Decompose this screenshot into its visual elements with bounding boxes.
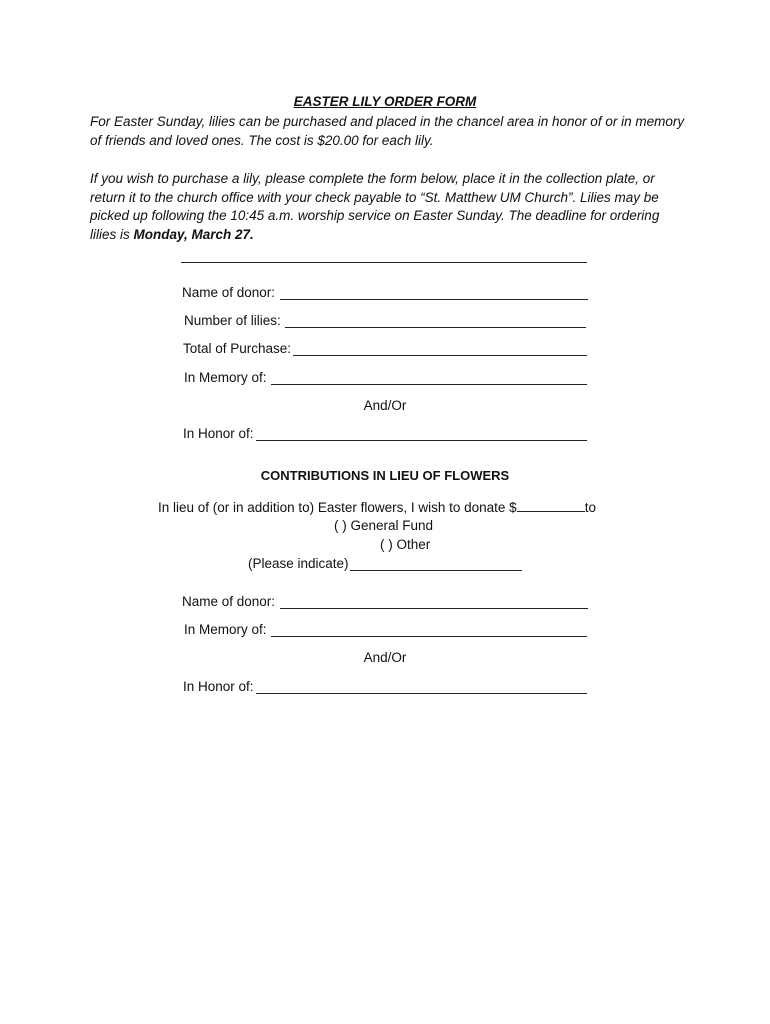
contribution-in-honor-of-field[interactable] <box>256 693 587 694</box>
and-or-text: And/Or <box>363 398 407 413</box>
name-of-donor-field[interactable] <box>280 299 588 300</box>
other-option[interactable]: ( ) Other <box>380 537 431 552</box>
instructions-text: If you wish to purchase a lily, please complete the form below, place it in the collection plate, or return it to the church office with your check payable to “St. Matthew UM Church”. Lilies may be picked up following the 10:45 a.m. worship service on Easter Sunday. The deadline for ordering lilies is <box>90 171 660 243</box>
in-honor-of-field[interactable] <box>256 440 587 441</box>
number-of-lilies-label: Number of lilies: <box>184 313 281 328</box>
in-memory-of-label: In Memory of: <box>184 370 267 385</box>
name-of-donor-label: Name of donor: <box>182 285 276 300</box>
contribution-name-of-donor-label: Name of donor: <box>182 594 276 609</box>
donate-to-text: to <box>584 500 596 515</box>
in-memory-of-field[interactable] <box>271 384 587 385</box>
intro-paragraph-instructions <box>90 170 688 245</box>
form-title: EASTER LILY ORDER FORM <box>293 94 477 109</box>
intro-paragraph-cost: For Easter Sunday, lilies can be purchased and placed in the chancel area in honor of or in memory of friends and loved ones. The cost is $20.00 for each lily. <box>90 114 685 148</box>
contribution-in-honor-of-label: In Honor of: <box>183 679 254 694</box>
donate-sentence <box>158 499 596 515</box>
contribution-in-memory-of-label: In Memory of: <box>184 622 267 637</box>
donate-amount-field[interactable] <box>517 499 585 512</box>
in-honor-of-label: In Honor of: <box>183 426 254 441</box>
please-indicate-label: (Please indicate) <box>248 556 349 571</box>
number-of-lilies-field[interactable] <box>285 327 586 328</box>
total-of-purchase-field[interactable] <box>293 355 587 356</box>
general-fund-option[interactable]: ( ) General Fund <box>334 518 434 533</box>
contributions-heading: CONTRIBUTIONS IN LIEU OF FLOWERS <box>260 468 510 483</box>
please-indicate-field[interactable] <box>350 570 522 571</box>
separator-line <box>181 262 587 263</box>
total-of-purchase-label: Total of Purchase: <box>183 341 292 356</box>
contribution-and-or-text: And/Or <box>363 650 407 665</box>
deadline-text: Monday, March 27. <box>133 227 254 243</box>
contribution-in-memory-of-field[interactable] <box>271 636 587 637</box>
donate-text: In lieu of (or in addition to) Easter flowers, I wish to donate $ <box>158 500 517 515</box>
contribution-name-of-donor-field[interactable] <box>280 608 588 609</box>
